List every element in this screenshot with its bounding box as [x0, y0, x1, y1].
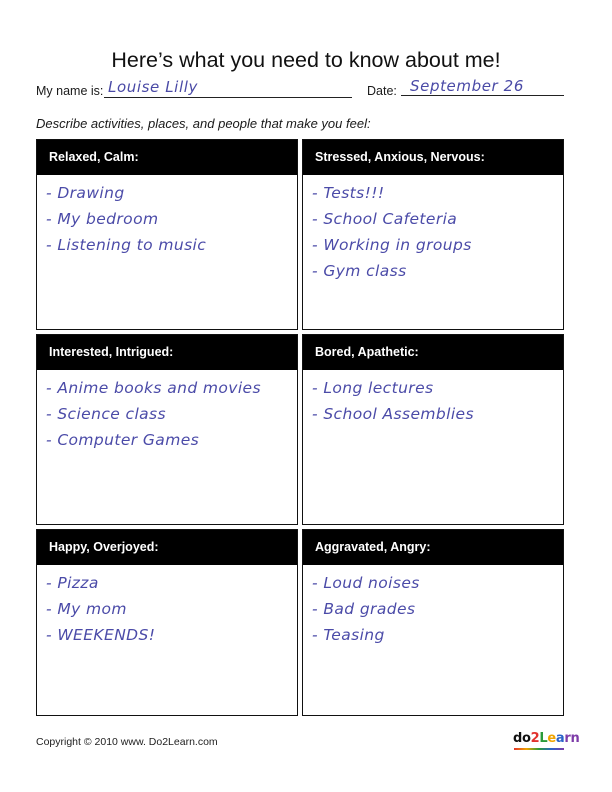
name-date-row — [0, 77, 612, 102]
box-heading: Aggravated, Angry: — [303, 530, 563, 565]
name-underline — [104, 97, 352, 98]
box-list — [303, 175, 563, 284]
name-label: My name is: — [36, 84, 104, 98]
list-item: - Pizza — [46, 574, 99, 592]
list-item: - My bedroom — [46, 210, 159, 228]
date-label: Date: — [367, 84, 397, 98]
list-item: - Loud noises — [312, 574, 420, 592]
logo-part: 2 — [530, 731, 540, 746]
list-item: - School Cafeteria — [312, 210, 458, 228]
box-heading: Bored, Apathetic: — [303, 335, 563, 370]
do2learn-logo[interactable] — [513, 731, 579, 746]
list-item: - Bad grades — [312, 600, 416, 618]
box-stressed — [302, 139, 564, 330]
box-heading: Interested, Intrigued: — [37, 335, 297, 370]
box-list — [303, 370, 563, 427]
list-item: - School Assemblies — [312, 405, 474, 423]
list-item: - Science class — [46, 405, 167, 423]
instructions: Describe activities, places, and people that make you feel: — [36, 116, 371, 131]
date-underline — [401, 95, 564, 96]
box-list — [37, 370, 297, 453]
box-heading: Relaxed, Calm: — [37, 140, 297, 175]
list-item: - Listening to music — [46, 236, 207, 254]
box-heading: Stressed, Anxious, Nervous: — [303, 140, 563, 175]
box-happy — [36, 529, 298, 716]
box-list — [303, 565, 563, 648]
box-heading: Happy, Overjoyed: — [37, 530, 297, 565]
name-value[interactable]: Louise Lilly — [108, 78, 198, 96]
logo-underline — [514, 748, 564, 750]
list-item: - Tests!!! — [312, 184, 385, 202]
logo-part: a — [555, 731, 565, 746]
box-list — [37, 175, 297, 258]
list-item: - Working in groups — [312, 236, 472, 254]
list-item: - My mom — [46, 600, 127, 618]
list-item: - Long lectures — [312, 379, 434, 397]
logo-part: L — [539, 731, 548, 746]
date-value[interactable]: September 26 — [410, 77, 524, 95]
list-item: - Anime books and movies — [46, 379, 261, 397]
logo-part: e — [547, 731, 556, 746]
copyright-footer: Copyright © 2010 www. Do2Learn.com — [36, 736, 218, 748]
box-aggravated — [302, 529, 564, 716]
box-bored — [302, 334, 564, 525]
box-relaxed — [36, 139, 298, 330]
list-item: - Drawing — [46, 184, 125, 202]
box-list — [37, 565, 297, 648]
page-title: Here’s what you need to know about me! — [111, 48, 501, 72]
list-item: - Teasing — [312, 626, 385, 644]
box-interested — [36, 334, 298, 525]
logo-part: do — [513, 731, 531, 746]
logo-part: rn — [564, 731, 580, 746]
list-item: - Gym class — [312, 262, 407, 280]
list-item: - Computer Games — [46, 431, 200, 449]
list-item: - WEEKENDS! — [46, 626, 156, 644]
